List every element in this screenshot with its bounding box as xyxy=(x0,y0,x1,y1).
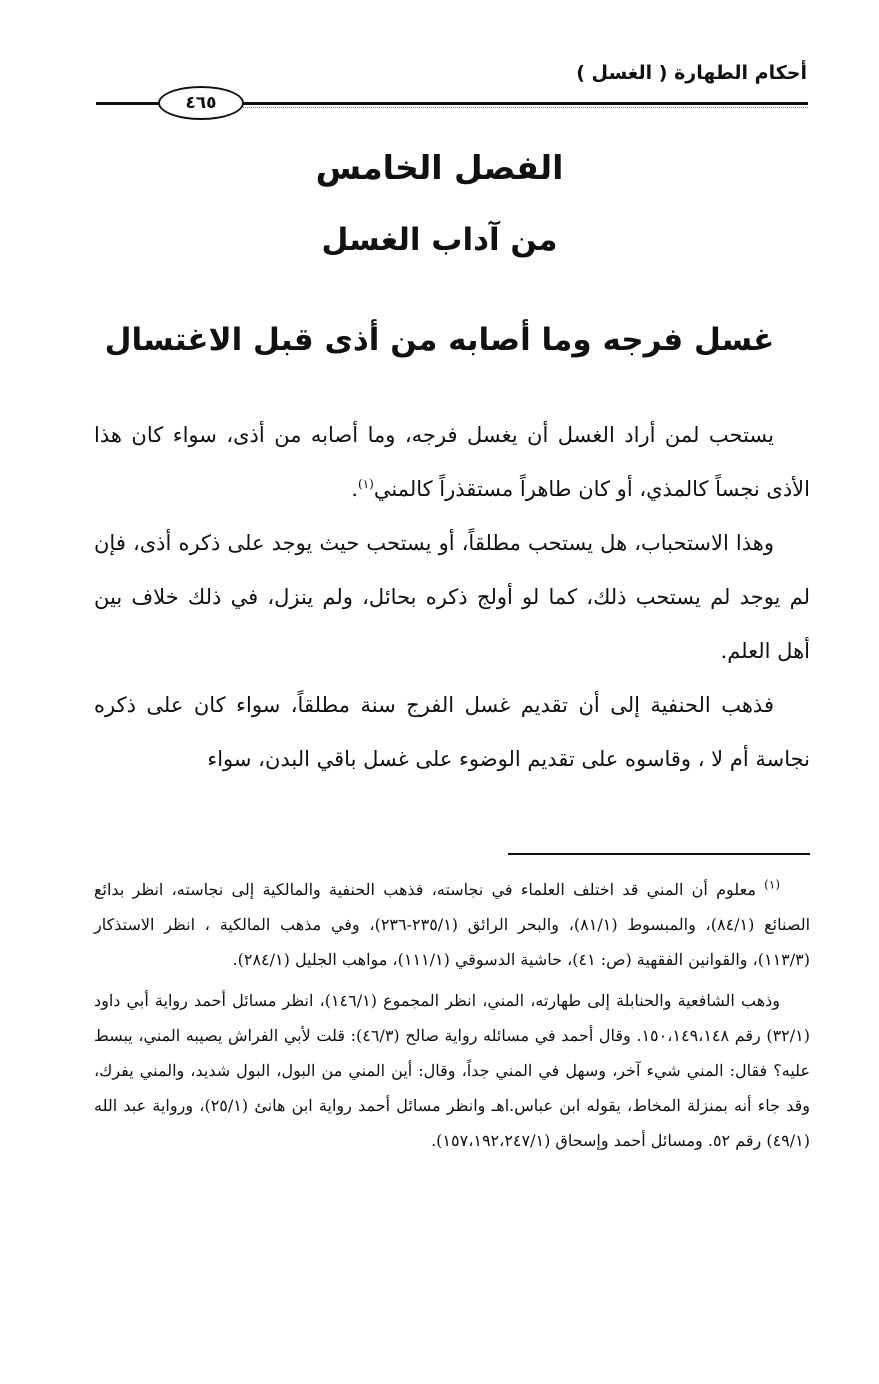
footnote-1-marker: (١) xyxy=(764,877,780,892)
footnotes-section xyxy=(94,872,810,1164)
paragraph-3: فذهب الحنفية إلى أن تقديم غسل الفرج سنة مطلقاً، سواء كان على ذكره نجاسة أم لا ، وقاسوه على تقديم الوضوء على غسل باقي البدن، سواء xyxy=(94,693,810,771)
chapter-title: الفصل الخامس xyxy=(315,148,564,187)
paragraph-1-end: . xyxy=(351,477,359,501)
footnote-1-continuation: وذهب الشافعية والحنابلة إلى طهارته، المني، انظر المجموع (١٤٦/١)، انظر مسائل أحمد رواية أبي داود (٣٢/١) رقم ١٥٠،١٤٩،١٤٨. وقال أحمد في مسائله رواية صالح (٤٦/٣): قلت لأبي الفراش يصيبه المني، يبسط عليه؟ فقال: المني شيء آخر، وسهل في المني جداً، وقال: أين المني من البول، البول شديد، والمني يفرك، وقد جاء أنه بمنزلة المخاط، يقوله ابن عباس.اهـ وانظر مسائل أحمد رواية ابن هانئ (٢٥/١)، ورواية عبد الله (٤٩/١) رقم ٥٢. ومسائل أحمد وإسحاق (١٥٧،١٩٢،٢٤٧/١). xyxy=(94,991,810,1150)
body-text xyxy=(94,408,810,786)
topic-title: غسل فرجه وما أصابه من أذى قبل الاغتسال xyxy=(104,322,775,358)
paragraph-1 xyxy=(94,408,810,516)
footnote-1-text: معلوم أن المني قد اختلف العلماء في نجاسته، فذهب الحنفية والمالكية إلى نجاسته، انظر بدائع الصنائع (٨٤/١)، والمبسوط (٨١/١)، والبحر الرائق (٢٣٥/١-٢٣٦)، وفي مذهب المالكية ، انظر الاستذكار (١١٣/٣)، والقوانين الفقهية (ص: ٤١)، حاشية الدسوقي (١١١/١)، مواهب الجليل (٢٨٤/١). xyxy=(94,880,811,969)
footnote-ref-1[interactable]: (١) xyxy=(358,477,374,491)
paragraph-2: وهذا الاستحباب، هل يستحب مطلقاً، أو يستحب حيث يوجد على ذكره أذى، فإن لم يوجد لم يستحب ذلك، كما لو أولج ذكره بحائل، ولم ينزل، في ذلك خلاف بين أهل العلم. xyxy=(94,531,810,663)
section-title: من آداب الغسل xyxy=(321,222,558,258)
footnote-separator xyxy=(508,853,810,855)
footnote-1 xyxy=(94,872,810,977)
running-header-title: أحكام الطهارة ( الغسل ) xyxy=(576,62,807,84)
paragraph-1-text: يستحب لمن أراد الغسل أن يغسل فرجه، وما أصابه من أذى، سواء كان هذا الأذى نجساً كالمذي، أو كان طاهراً مستقذراً كالمني xyxy=(94,423,810,501)
header-rule-dotted xyxy=(236,107,808,108)
page-number-badge: ٤٦٥ xyxy=(158,86,244,120)
